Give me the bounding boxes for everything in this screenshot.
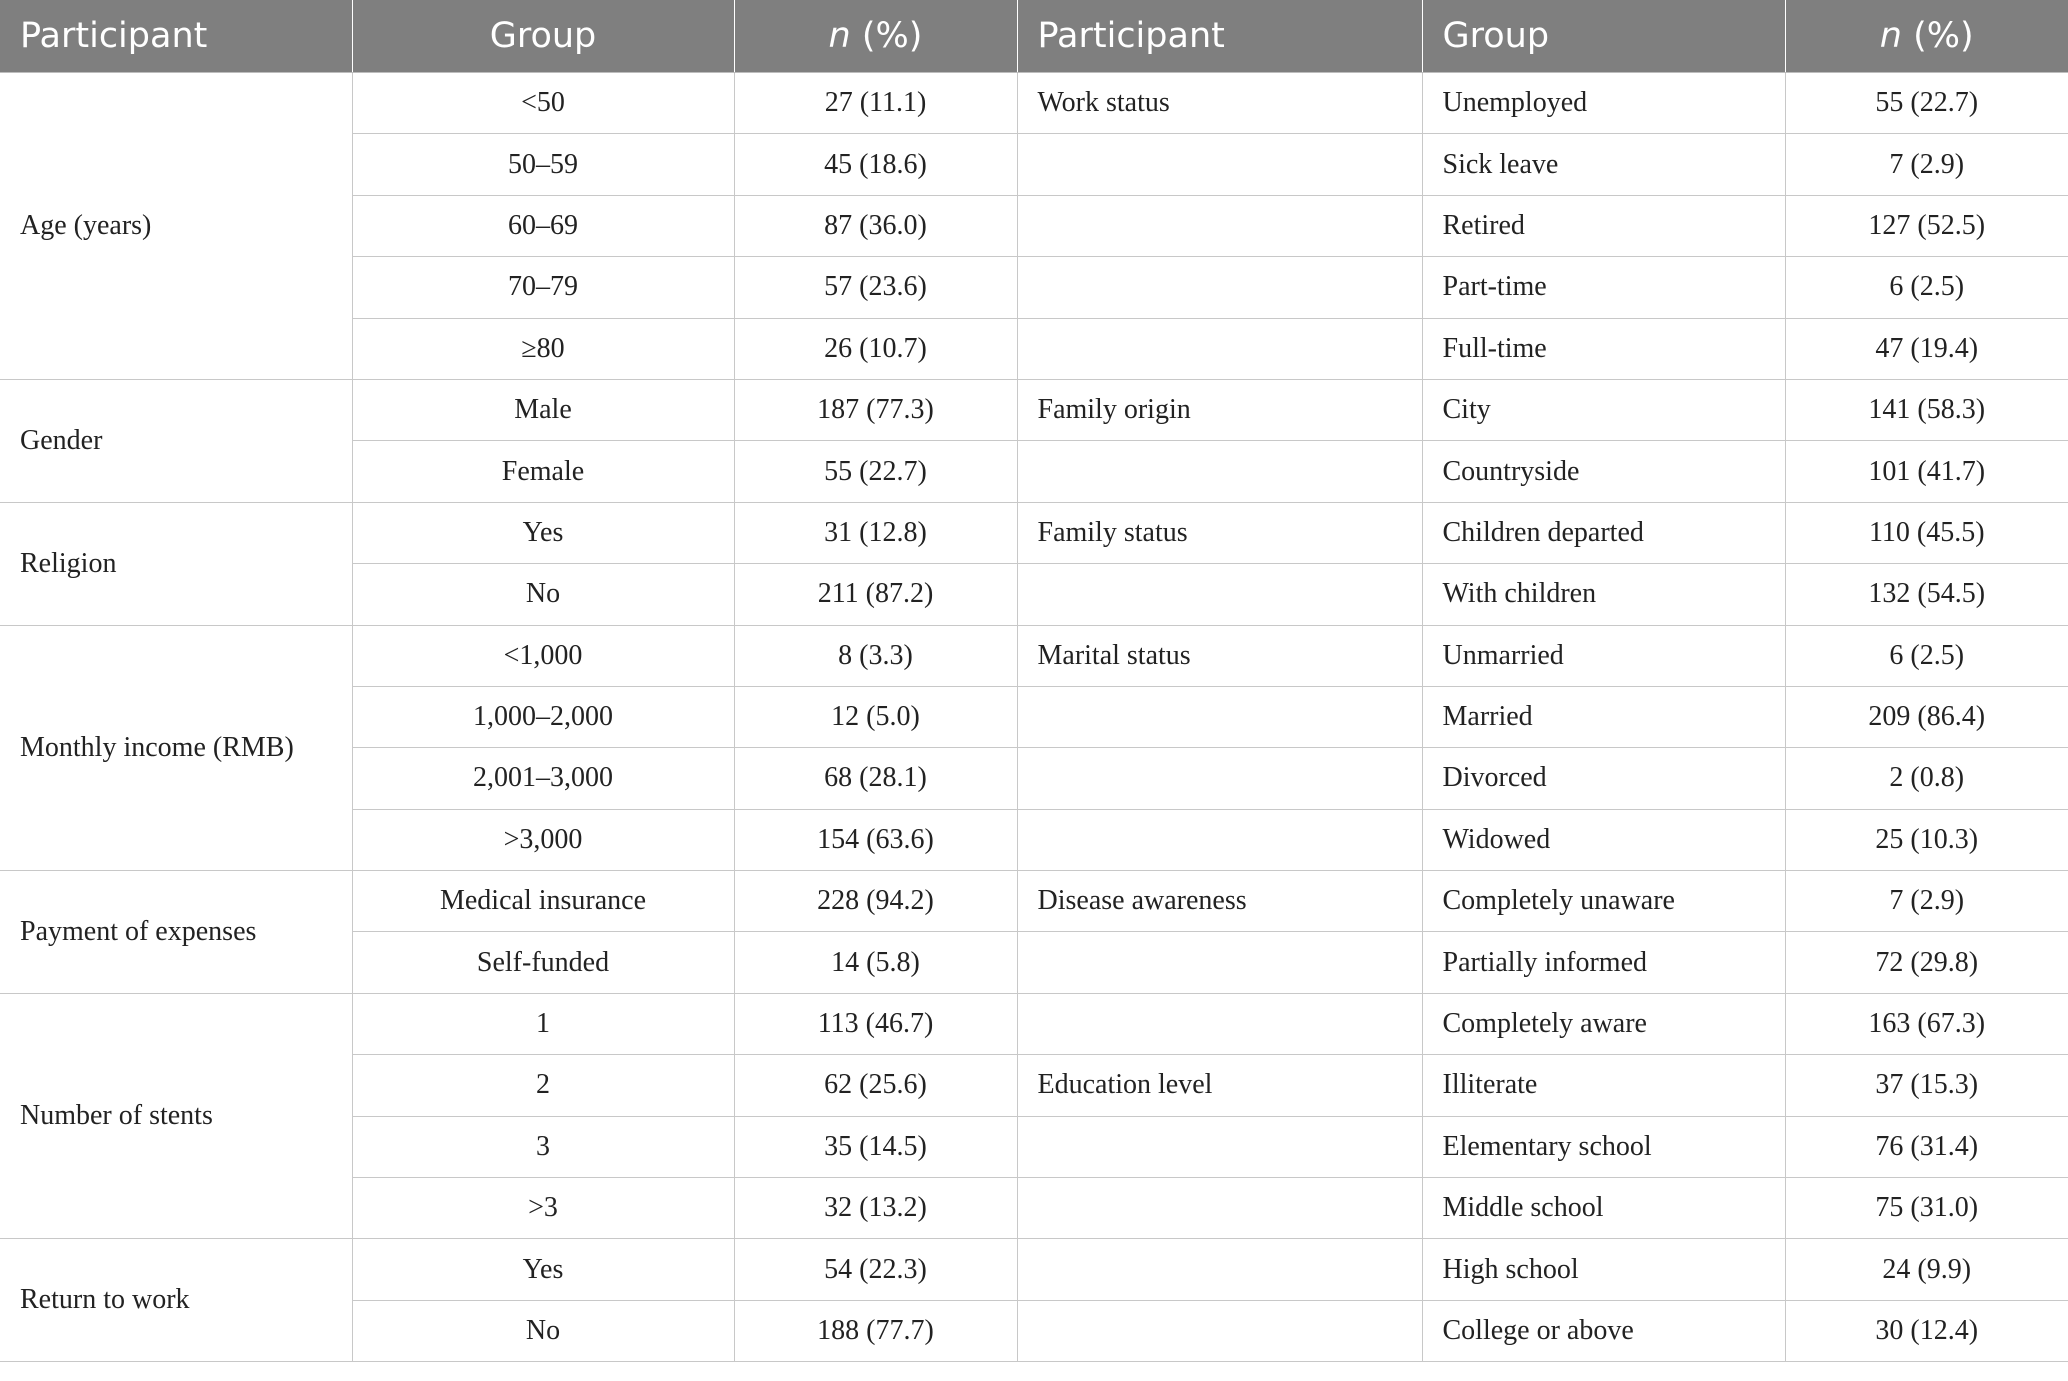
header-group: Group: [352, 0, 734, 73]
right-group-cell: Completely aware: [1422, 993, 1785, 1054]
header-group-2: Group: [1422, 0, 1785, 73]
right-group-cell: Divorced: [1422, 748, 1785, 809]
right-count-cell: 37 (15.3): [1785, 1055, 2068, 1116]
group-cell: >3: [352, 1178, 734, 1239]
right-group-cell: College or above: [1422, 1300, 1785, 1361]
count-cell: 55 (22.7): [734, 441, 1017, 502]
right-participant-cell: [1017, 134, 1422, 195]
right-count-cell: 132 (54.5): [1785, 564, 2068, 625]
group-cell: <50: [352, 73, 734, 134]
group-cell: Yes: [352, 502, 734, 563]
count-cell: 113 (46.7): [734, 993, 1017, 1054]
table-row: [0, 379, 2068, 440]
right-group-cell: High school: [1422, 1239, 1785, 1300]
right-count-cell: 110 (45.5): [1785, 502, 2068, 563]
right-participant-cell: [1017, 1178, 1422, 1239]
group-cell: Yes: [352, 1239, 734, 1300]
group-cell: >3,000: [352, 809, 734, 870]
count-cell: 8 (3.3): [734, 625, 1017, 686]
table-row: [0, 73, 2068, 134]
right-participant-cell: [1017, 318, 1422, 379]
count-cell: 12 (5.0): [734, 686, 1017, 747]
right-count-cell: 75 (31.0): [1785, 1178, 2068, 1239]
right-participant-cell: [1017, 441, 1422, 502]
participant-label: Payment of expenses: [0, 871, 352, 994]
right-group-cell: Retired: [1422, 195, 1785, 256]
participant-label: Religion: [0, 502, 352, 625]
header-participant: Participant: [0, 0, 352, 73]
count-cell: 62 (25.6): [734, 1055, 1017, 1116]
group-cell: Female: [352, 441, 734, 502]
table-header: [0, 0, 2068, 73]
table-row: [0, 871, 2068, 932]
right-participant-cell: Family status: [1017, 502, 1422, 563]
right-count-cell: 2 (0.8): [1785, 748, 2068, 809]
count-cell: 154 (63.6): [734, 809, 1017, 870]
count-cell: 57 (23.6): [734, 257, 1017, 318]
right-group-cell: Full-time: [1422, 318, 1785, 379]
table-row: [0, 993, 2068, 1054]
right-participant-cell: [1017, 1116, 1422, 1177]
count-cell: 31 (12.8): [734, 502, 1017, 563]
group-cell: 3: [352, 1116, 734, 1177]
right-participant-cell: [1017, 993, 1422, 1054]
participant-label: Age (years): [0, 73, 352, 380]
right-group-cell: Sick leave: [1422, 134, 1785, 195]
right-count-cell: 101 (41.7): [1785, 441, 2068, 502]
group-cell: 2,001–3,000: [352, 748, 734, 809]
header-pct: (%): [850, 16, 923, 56]
right-group-cell: With children: [1422, 564, 1785, 625]
group-cell: ≥80: [352, 318, 734, 379]
group-cell: 50–59: [352, 134, 734, 195]
right-count-cell: 127 (52.5): [1785, 195, 2068, 256]
right-count-cell: 6 (2.5): [1785, 625, 2068, 686]
header-pct-2: (%): [1901, 16, 1974, 56]
right-participant-cell: Family origin: [1017, 379, 1422, 440]
group-cell: 1,000–2,000: [352, 686, 734, 747]
count-cell: 187 (77.3): [734, 379, 1017, 440]
count-cell: 14 (5.8): [734, 932, 1017, 993]
header-n-percent-2: [1785, 0, 2068, 73]
right-group-cell: Part-time: [1422, 257, 1785, 318]
group-cell: No: [352, 1300, 734, 1361]
right-group-cell: Countryside: [1422, 441, 1785, 502]
participant-label: Gender: [0, 379, 352, 502]
header-n: n: [828, 16, 851, 56]
right-participant-cell: [1017, 1300, 1422, 1361]
count-cell: 32 (13.2): [734, 1178, 1017, 1239]
right-count-cell: 72 (29.8): [1785, 932, 2068, 993]
right-participant-cell: [1017, 748, 1422, 809]
right-participant-cell: [1017, 257, 1422, 318]
participant-label: Return to work: [0, 1239, 352, 1362]
right-participant-cell: Work status: [1017, 73, 1422, 134]
group-cell: Male: [352, 379, 734, 440]
group-cell: Medical insurance: [352, 871, 734, 932]
count-cell: 27 (11.1): [734, 73, 1017, 134]
right-group-cell: Unmarried: [1422, 625, 1785, 686]
table-row: [0, 502, 2068, 563]
table-body: [0, 73, 2068, 1362]
count-cell: 54 (22.3): [734, 1239, 1017, 1300]
table-row: [0, 625, 2068, 686]
count-cell: 26 (10.7): [734, 318, 1017, 379]
right-group-cell: City: [1422, 379, 1785, 440]
right-group-cell: Illiterate: [1422, 1055, 1785, 1116]
participant-label: Number of stents: [0, 993, 352, 1239]
right-participant-cell: [1017, 195, 1422, 256]
header-n-percent: [734, 0, 1017, 73]
right-group-cell: Elementary school: [1422, 1116, 1785, 1177]
right-count-cell: 76 (31.4): [1785, 1116, 2068, 1177]
right-group-cell: Unemployed: [1422, 73, 1785, 134]
right-count-cell: 24 (9.9): [1785, 1239, 2068, 1300]
right-count-cell: 209 (86.4): [1785, 686, 2068, 747]
group-cell: Self-funded: [352, 932, 734, 993]
right-group-cell: Widowed: [1422, 809, 1785, 870]
right-participant-cell: [1017, 686, 1422, 747]
right-participant-cell: [1017, 809, 1422, 870]
group-cell: <1,000: [352, 625, 734, 686]
participant-label: Monthly income (RMB): [0, 625, 352, 871]
count-cell: 68 (28.1): [734, 748, 1017, 809]
count-cell: 228 (94.2): [734, 871, 1017, 932]
right-count-cell: 30 (12.4): [1785, 1300, 2068, 1361]
right-count-cell: 7 (2.9): [1785, 871, 2068, 932]
count-cell: 45 (18.6): [734, 134, 1017, 195]
right-group-cell: Children departed: [1422, 502, 1785, 563]
count-cell: 35 (14.5): [734, 1116, 1017, 1177]
group-cell: 70–79: [352, 257, 734, 318]
group-cell: 60–69: [352, 195, 734, 256]
right-count-cell: 47 (19.4): [1785, 318, 2068, 379]
header-participant-2: Participant: [1017, 0, 1422, 73]
right-count-cell: 55 (22.7): [1785, 73, 2068, 134]
count-cell: 87 (36.0): [734, 195, 1017, 256]
table-row: [0, 1239, 2068, 1300]
right-count-cell: 25 (10.3): [1785, 809, 2068, 870]
right-group-cell: Completely unaware: [1422, 871, 1785, 932]
right-participant-cell: [1017, 1239, 1422, 1300]
right-group-cell: Middle school: [1422, 1178, 1785, 1239]
right-participant-cell: [1017, 932, 1422, 993]
right-count-cell: 7 (2.9): [1785, 134, 2068, 195]
right-group-cell: Partially informed: [1422, 932, 1785, 993]
header-n-2: n: [1879, 16, 1902, 56]
right-participant-cell: [1017, 564, 1422, 625]
right-participant-cell: Education level: [1017, 1055, 1422, 1116]
right-group-cell: Married: [1422, 686, 1785, 747]
group-cell: 2: [352, 1055, 734, 1116]
count-cell: 211 (87.2): [734, 564, 1017, 625]
right-participant-cell: Disease awareness: [1017, 871, 1422, 932]
right-count-cell: 6 (2.5): [1785, 257, 2068, 318]
right-participant-cell: Marital status: [1017, 625, 1422, 686]
right-count-cell: 163 (67.3): [1785, 993, 2068, 1054]
count-cell: 188 (77.7): [734, 1300, 1017, 1361]
right-count-cell: 141 (58.3): [1785, 379, 2068, 440]
group-cell: 1: [352, 993, 734, 1054]
group-cell: No: [352, 564, 734, 625]
